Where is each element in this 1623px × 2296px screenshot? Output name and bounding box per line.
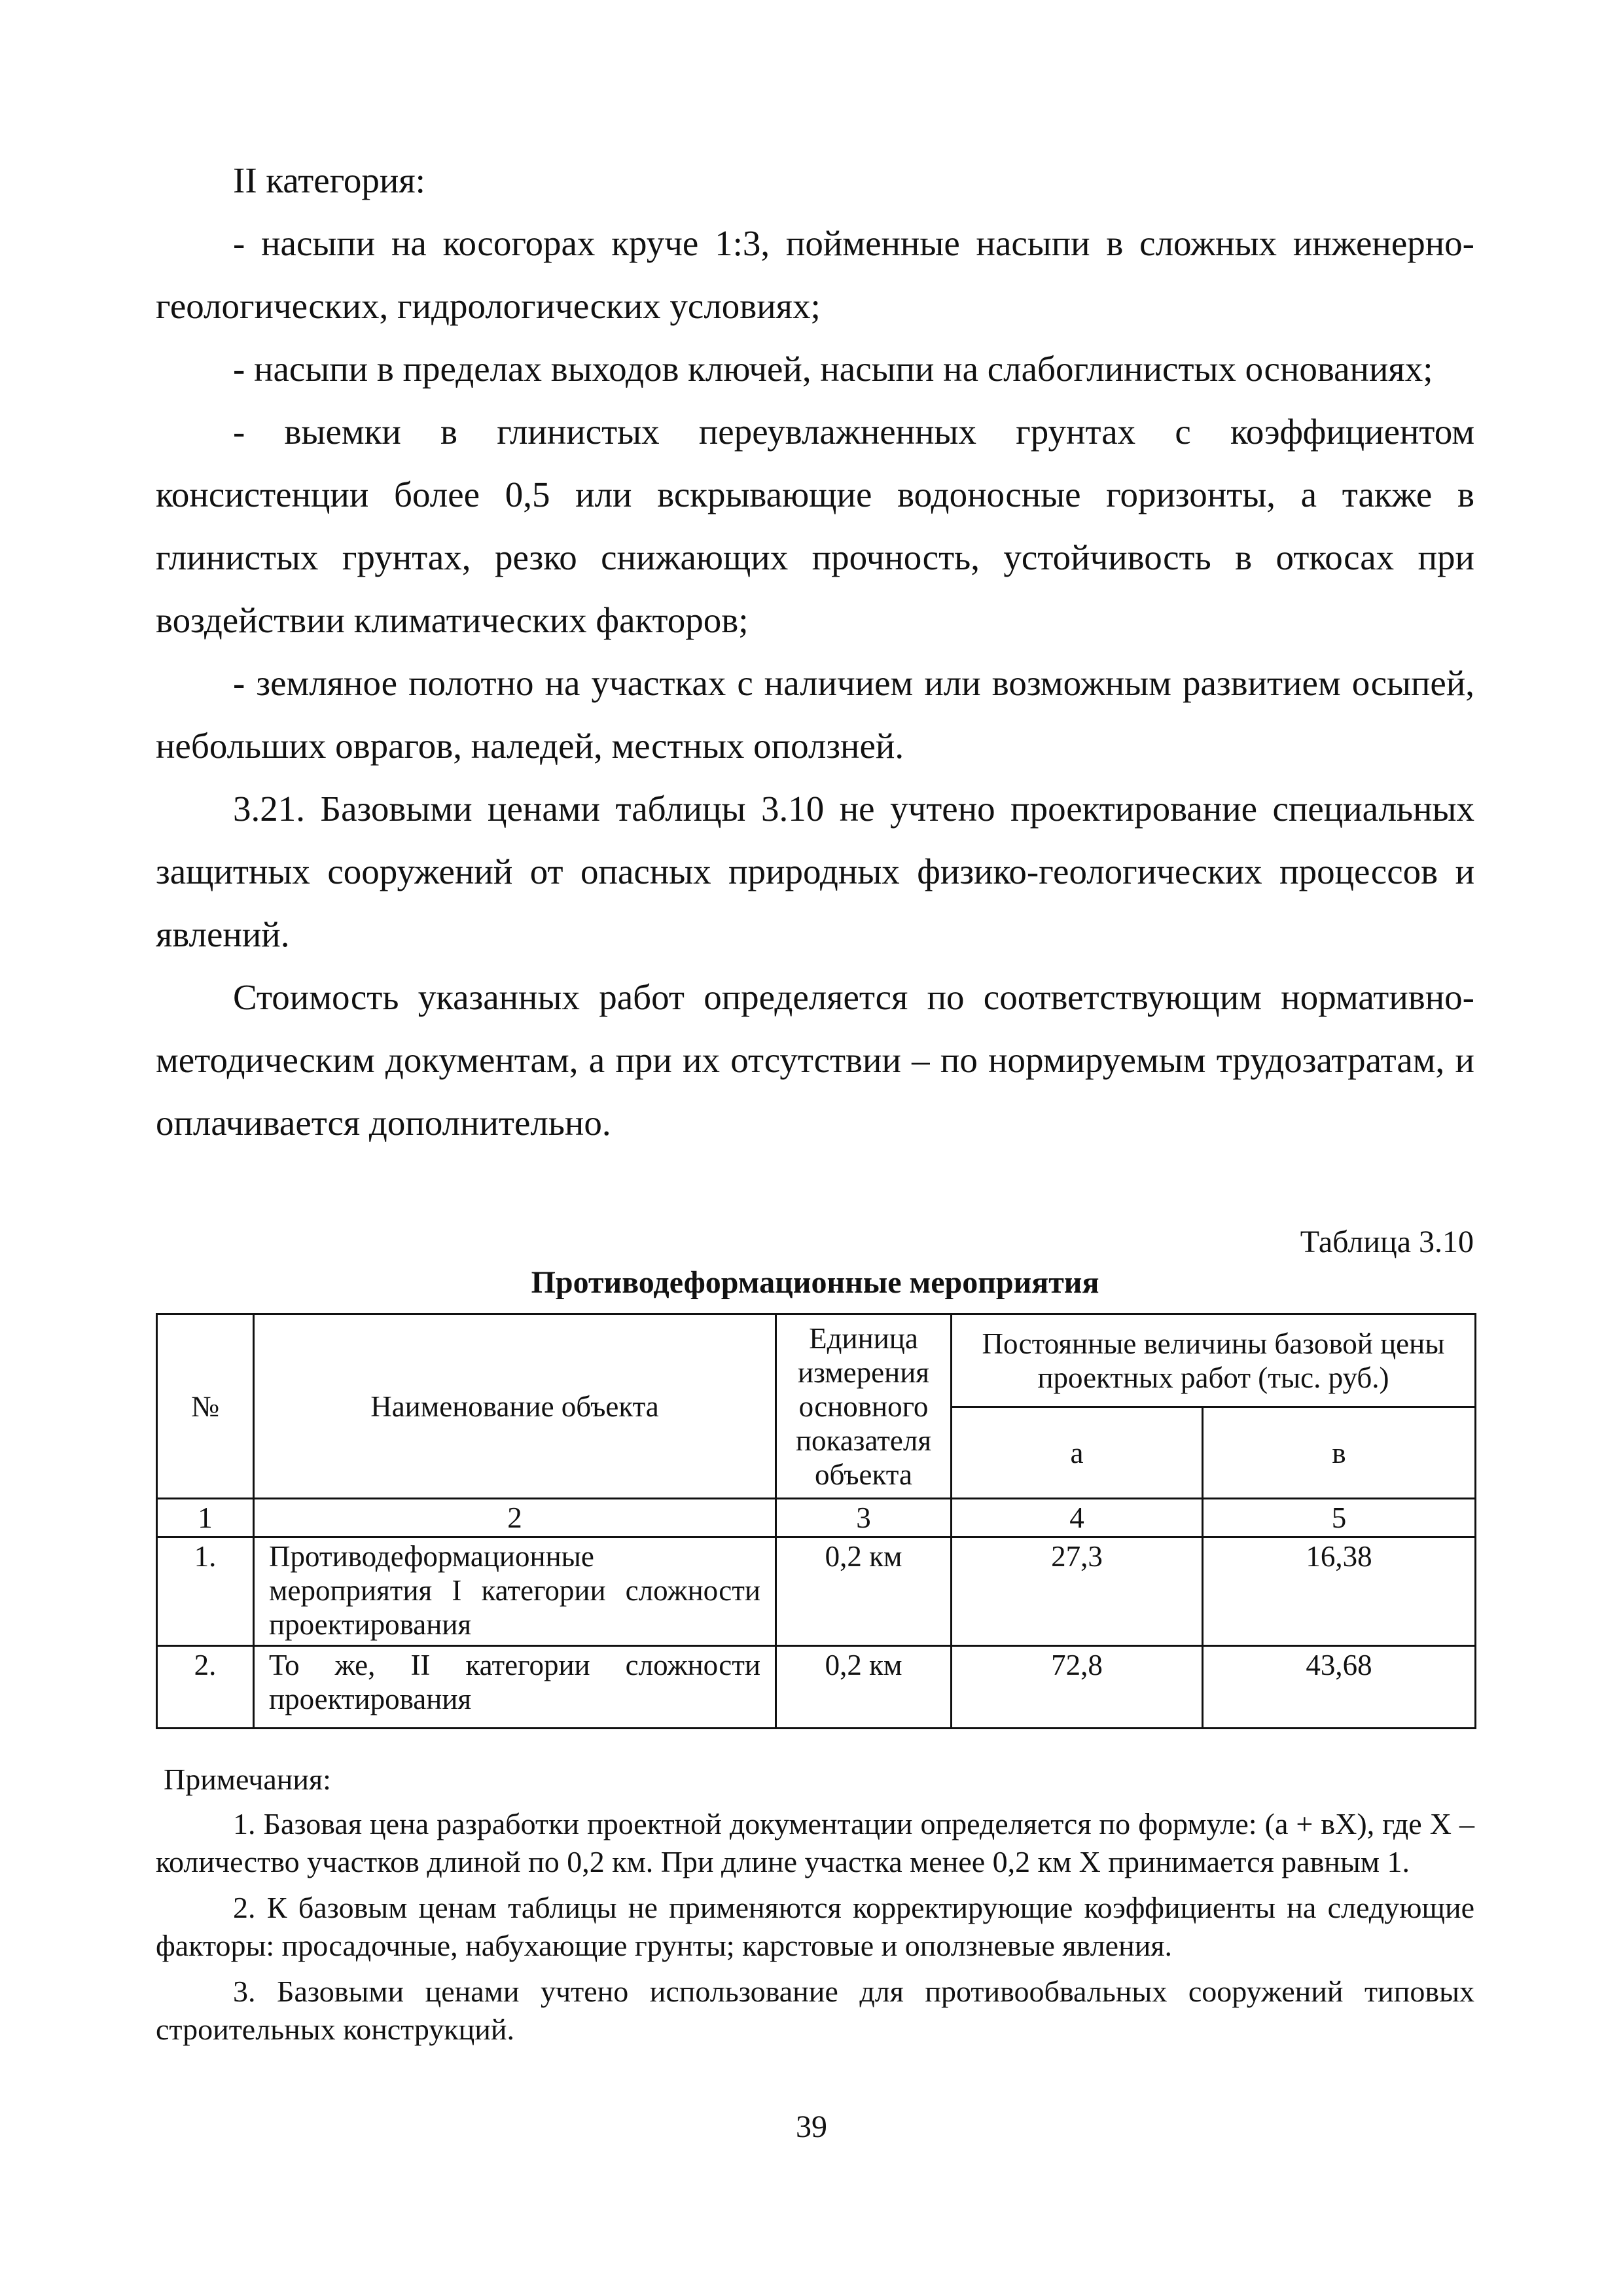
table-row [157,1537,1476,1646]
row-value-a: 72,8 [952,1646,1203,1729]
notes-section [156,1761,1474,2056]
row-unit: 0,2 км [776,1537,952,1646]
notes-title: Примечания: [164,1763,331,1796]
row-value-a: 27,3 [952,1537,1203,1646]
paragraph-cost: Стоимость указанных работ определяется по соответствующим нормативно-методическим документам, а при их отсутствии – по нормируемым трудозатратам, и оплачивается дополнительно. [156,977,1474,1143]
list-item: - выемки в глинистых переувлажненных грунтах с коэффициентом консистенции более 0,5 или вскрывающие водоносные горизонты, а также в глинистых грунтах, резко снижающих прочность, устойчивость в откосах при воздействии климатических факторов; [156,412,1474,640]
header-unit: Единица измерения основного показателя объекта [776,1314,952,1499]
row-unit: 0,2 км [776,1646,952,1729]
list-item: - земляное полотно на участках с наличием или возможным развитием осыпей, небольших оврагов, наледей, местных оползней. [156,663,1474,766]
list-item: - насыпи в пределах выходов ключей, насыпи на слабоглинистых основаниях; [233,349,1433,389]
header-a: а [952,1407,1203,1499]
note-item: 1. Базовая цена разработки проектной документации определяется по формуле: (а + вХ), где Х – количество участков длиной по 0,2 км. При длине участка менее 0,2 км Х принимается равным 1. [156,1807,1474,1878]
row-num: 2. [157,1646,254,1729]
row-value-v: 43,68 [1203,1646,1476,1729]
table-caption: Таблица 3.10 [1300,1225,1474,1259]
list-item: - насыпи на косогорах круче 1:3, пойменные насыпи в сложных инженерно-геологических, гидрологических условиях; [156,223,1474,326]
header-num: № [157,1314,254,1499]
table-row [157,1646,1476,1729]
header-name: Наименование объекта [254,1314,776,1499]
category-heading: II категория: [233,160,425,200]
row-name: Противодеформационные мероприятия I категории сложности проектирования [254,1537,776,1646]
page-number: 39 [796,2109,827,2144]
column-number: 5 [1203,1499,1476,1537]
column-number: 1 [157,1499,254,1537]
row-value-v: 16,38 [1203,1537,1476,1646]
header-v: в [1203,1407,1476,1499]
column-number-row [157,1499,1476,1537]
paragraph-3-21: 3.21. Базовыми ценами таблицы 3.10 не учтено проектирование специальных защитных сооружений от опасных природных физико-геологических процессов и явлений. [156,789,1474,954]
column-number: 3 [776,1499,952,1537]
header-values-group: Постоянные величины базовой цены проектных работ (тыс. руб.) [952,1314,1476,1407]
column-number: 2 [254,1499,776,1537]
column-number: 4 [952,1499,1203,1537]
row-num: 1. [157,1537,254,1646]
table-title: Противодеформационные мероприятия [531,1265,1099,1300]
note-item: 2. К базовым ценам таблицы не применяются корректирующие коэффициенты на следующие факторы: просадочные, набухающие грунты; карстовые и оползневые явления. [156,1891,1474,1962]
note-item: 3. Базовыми ценами учтено использование для противообвальных сооружений типовых строительных конструкций. [156,1975,1474,2046]
price-table [156,1313,1476,1729]
body-text [156,149,1474,1155]
row-name: То же, II категории сложности проектирования [254,1646,776,1729]
